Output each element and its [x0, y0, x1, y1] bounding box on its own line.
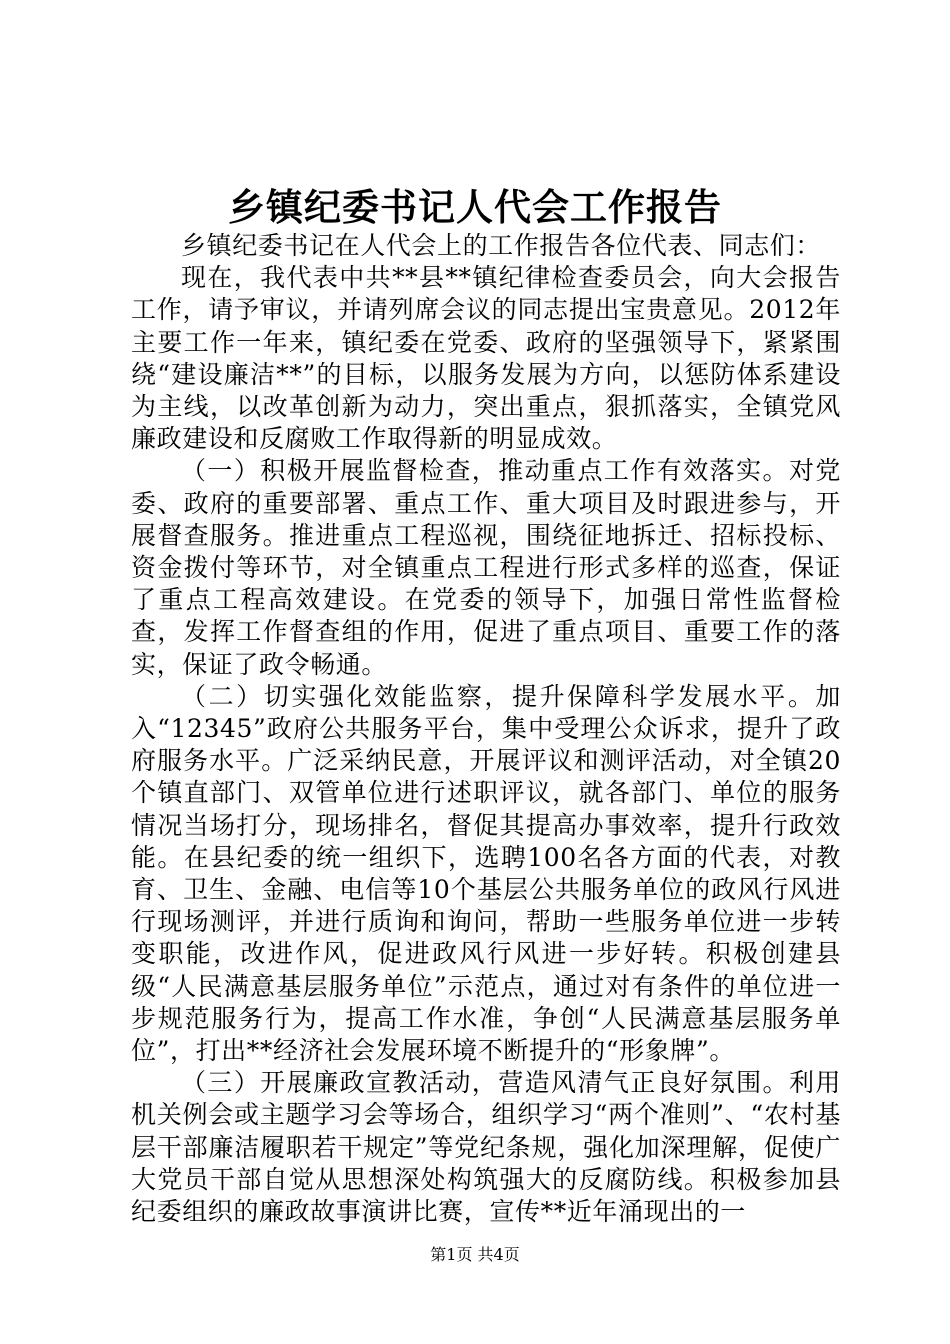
section-3-paragraph: （三）开展廉政宣教活动，营造风清气正良好氛围。利用机关例会或主题学习会等场合，组织学习“两个准则”、“农村基层干部廉洁履职若干规定”等党纪条规，强化加深理解，促使广大党员干部自觉从思想深处构筑强大的反腐防线。积极参加县纪委组织的廉政故事演讲比赛，宣传**近年涌现出的一 — [131, 1068, 841, 1227]
salutation-paragraph: 乡镇纪委书记在人代会上的工作报告各位代表、同志们： — [181, 231, 822, 260]
intro-paragraph: 现在，我代表中共**县**镇纪律检查委员会，向大会报告工作，请予审议，并请列席会议的同志提出宝贵意见。2012年主要工作一年来，镇纪委在党委、政府的坚强领导下，紧紧围绕“建设廉洁**”的目标，以服务发展为方向，以惩防体系建设为主线，以改革创新为动力，突出重点，狠抓落实，全镇党风廉政建设和反腐败工作取得新的明显成效。 — [131, 263, 841, 454]
document-body — [131, 230, 841, 1228]
section-1-paragraph: （一）积极开展监督检查，推动重点工作有效落实。对党委、政府的重要部署、重点工作、重大项目及时跟进参与，开展督查服务。推进重点工程巡视，围绕征地拆迁、招标投标、资金拨付等环节，对全镇重点工程进行形式多样的巡查，保证了重点工程高效建设。在党委的领导下，加强日常性监督检查，发挥工作督查组的作用，促进了重点项目、重要工作的落实，保证了政令畅通。 — [131, 456, 841, 679]
section-2-paragraph: （二）切实强化效能监察，提升保障科学发展水平。加入“12345”政府公共服务平台，集中受理公众诉求，提升了政府服务水平。广泛采纳民意，开展评议和测评活动，对全镇20个镇直部门、双管单位进行述职评议，就各部门、单位的服务情况当场打分，现场排名，督促其提高办事效率，提升行政效能。在县纪委的统一组织下，选聘100名各方面的代表，对教育、卫生、金融、电信等10个基层公共服务单位的政风行风进行现场测评，并进行质询和询问，帮助一些服务单位进一步转变职能，改进作风，促进政风行风进一步好转。积极创建县级“人民满意基层服务单位”示范点，通过对有条件的单位进一步规范服务行为，提高工作水准，争创“人民满意基层服务单位”，打出**经济社会发展环境不断提升的“形象牌”。 — [131, 681, 841, 1066]
document-title: 乡镇纪委书记人代会工作报告 — [228, 185, 722, 229]
page-number-footer: 第1页 共4页 — [430, 1245, 520, 1264]
